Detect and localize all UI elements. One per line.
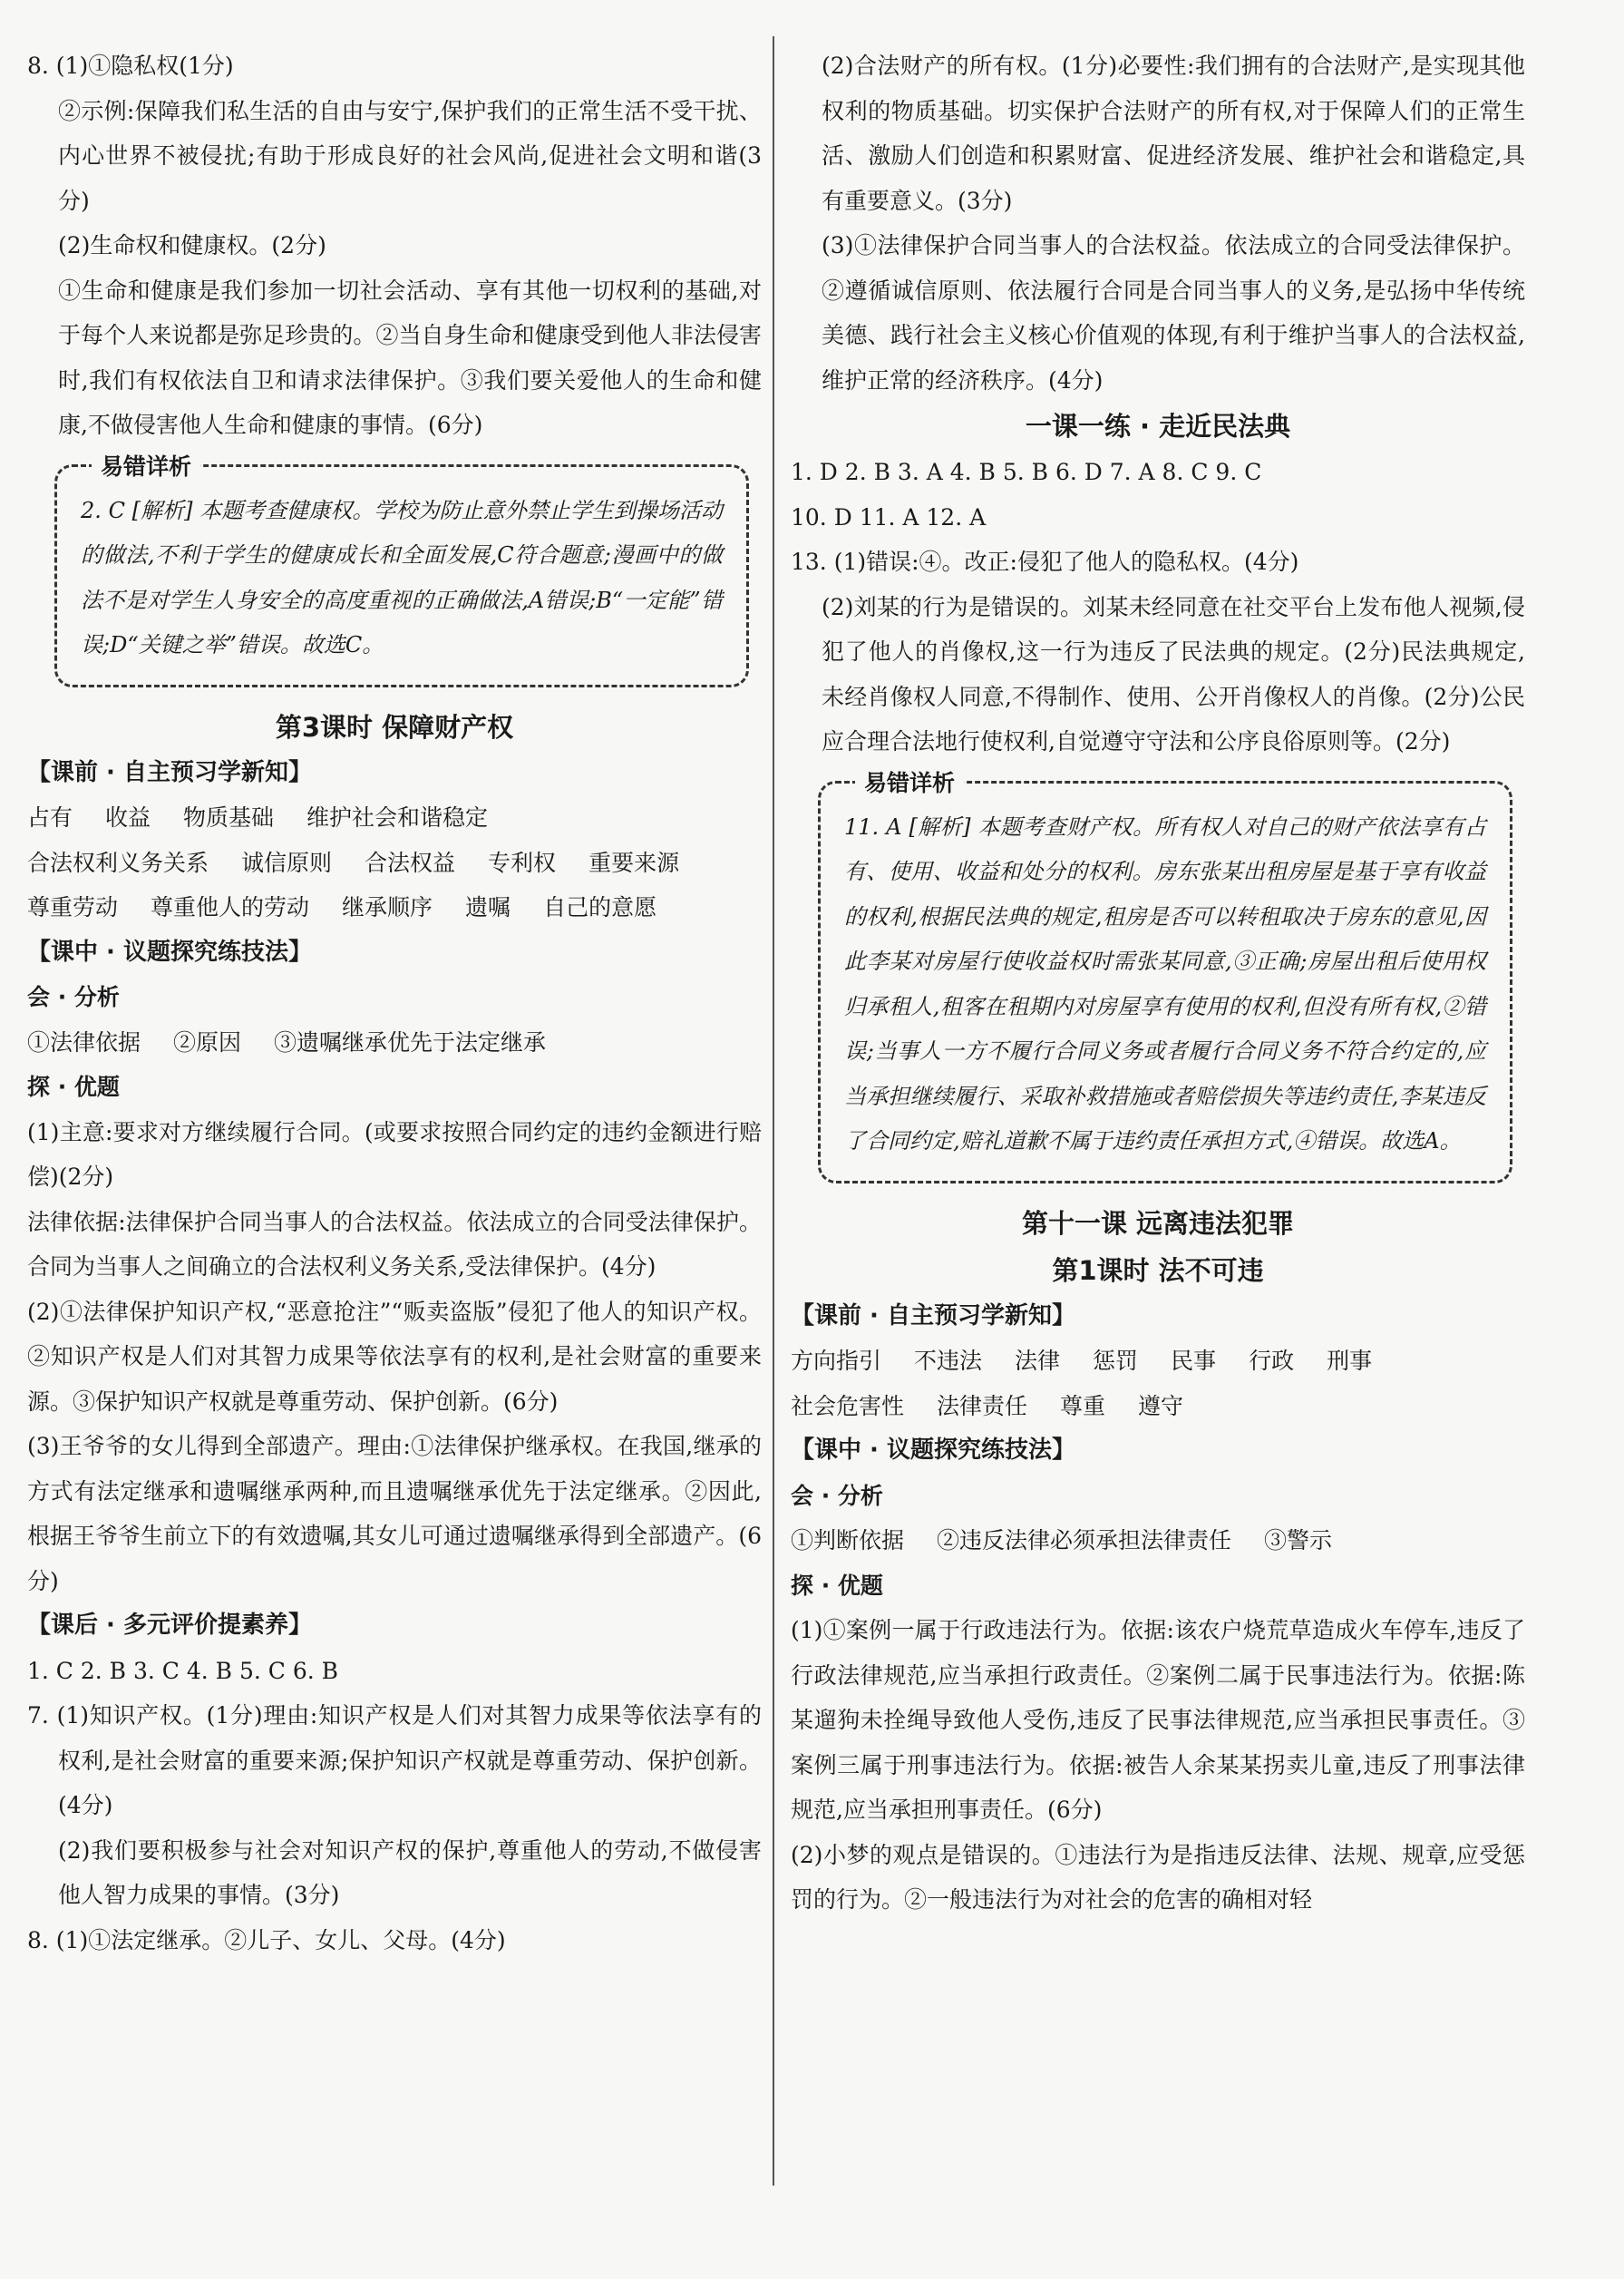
analysis-label: 会 · 分析: [27, 984, 120, 1010]
term: 不违法: [914, 1348, 983, 1374]
analysis-items: [791, 1518, 1525, 1563]
analysis-item: ②原因: [173, 1028, 242, 1056]
error-analysis-box: [54, 453, 749, 687]
lesson-title: 第3课时 保障财产权: [275, 711, 514, 743]
analysis-item: ②违反法律必须承担法律责任: [937, 1527, 1232, 1553]
term: 继承顺序: [342, 894, 433, 920]
term: 方向指引: [791, 1348, 882, 1374]
analysis-label: 会 · 分析: [791, 1482, 883, 1509]
analysis-item: ③遗嘱继承优先于法定继承: [274, 1028, 547, 1056]
right-column: [791, 44, 1525, 1923]
term: 法律责任: [937, 1392, 1028, 1419]
analysis-item: ①法律依据: [27, 1028, 141, 1056]
section-bar-mid: 【课中 · 议题探究练技法】: [27, 938, 312, 966]
multiple-choice-answers: 1. C 2. B 3. C 4. B 5. C 6. B: [27, 1657, 339, 1684]
explore-answer: (2)①法律保护知识产权,“恶意抢注”“贩卖盗版”侵犯了他人的知识产权。②知识产权是人们对其智力成果等依法享有的权利,是社会财富的重要来源。③保护知识产权就是尊重劳动、保护创新。(6分): [27, 1298, 762, 1415]
term: 占有: [27, 804, 73, 831]
preview-terms-line: [27, 841, 762, 886]
answer-q8-p3: ①生命和健康是我们参加一切社会活动、享有其他一切权利的基础,对于每个人来说都是弥足珍贵的。②当自身生命和健康受到他人非法侵害时,我们有权依法自卫和请求法律保护。③我们要关爱他人的生命和健康,不做侵害他人生命和健康的事情。(6分): [58, 277, 762, 438]
multiple-choice-answers: 10. D 11. A 12. A: [791, 503, 987, 531]
term: 民事: [1171, 1348, 1217, 1374]
analysis-item: ③警示: [1264, 1527, 1333, 1553]
multiple-choice-answers: 1. D 2. B 3. A 4. B 5. B 6. D 7. A 8. C 9. C: [791, 459, 1262, 485]
term: 法律: [1015, 1348, 1061, 1374]
answer-q7-1: 7. (1)知识产权。(1分)理由:知识产权是人们对其智力成果等依法享有的权利,是社会财富的重要来源;保护知识产权就是尊重劳动、保护创新。(4分): [27, 1702, 762, 1818]
term: 收益: [105, 804, 151, 831]
term: 尊重他人的劳动: [151, 894, 310, 920]
analysis-item: ①判断依据: [791, 1527, 905, 1553]
explore-answer: (1)①案例一属于行政违法行为。依据:该农户烧荒草造成火车停车,违反了行政法律规范,应当承担行政责任。②案例二属于民事违法行为。依据:陈某遛狗未拴绳导致他人受伤,违反了民事法律规范,应当承担民事责任。③案例三属于刑事违法行为。依据:被告人余某某拐卖儿童,违反了刑事法律规范,应当承担刑事责任。(6分): [791, 1617, 1525, 1823]
analysis-items: [27, 1020, 762, 1066]
explore-answer: 法律依据:法律保护合同当事人的合法权益。依法成立的合同受法律保护。合同为当事人之间确立的合法权利义务关系,受法律保护。(4分): [27, 1208, 762, 1280]
answer-r1: (2)合法财产的所有权。(1分)必要性:我们拥有的合法财产,是实现其他权利的物质基础。切实保护合法财产的所有权,对于保障人们的正常生活、激励人们创造和积累财富、促进经济发展、维护社会和谐稳定,具有重要意义。(3分): [822, 53, 1525, 214]
term: 专利权: [488, 849, 557, 876]
term: 刑事: [1327, 1348, 1373, 1374]
term: 社会危害性: [791, 1392, 905, 1419]
term: 遵守: [1138, 1392, 1184, 1419]
term: 重要来源: [588, 849, 680, 876]
explore-answer: (2)小梦的观点是错误的。①违法行为是指违反法律、法规、规章,应受惩罚的行为。②一般违法行为对社会的危害的确相对轻: [791, 1841, 1525, 1913]
term: 遗嘱: [465, 894, 511, 920]
lesson-title: 第十一课 远离违法犯罪: [1021, 1207, 1295, 1239]
practice-title: 一课一练 · 走近民法典: [1025, 411, 1291, 442]
error-analysis-label: 易错详析: [92, 449, 200, 482]
term: 合法权利义务关系: [27, 849, 209, 876]
answer-q13-2: (2)刘某的行为是错误的。刘某未经同意在社交平台上发布他人视频,侵犯了他人的肖像权,这一行为违反了民法典的规定。(2分)民法典规定,未经肖像权人同意,不得制作、使用、公开肖像权人的肖像。(2分)公民应合理合法地行使权利,自觉遵守守法和公序良俗原则等。(2分): [822, 593, 1525, 755]
section-bar-mid: 【课中 · 议题探究练技法】: [791, 1437, 1075, 1464]
term: 物质基础: [183, 804, 275, 831]
term: 惩罚: [1093, 1348, 1139, 1374]
left-column: [27, 44, 762, 1962]
term: 合法权益: [365, 849, 456, 876]
preview-terms-line: [27, 885, 762, 930]
preview-terms-line: [791, 1339, 1525, 1384]
term: 行政: [1249, 1348, 1295, 1374]
preview-terms-line: [27, 795, 762, 841]
answer-q8-p2: (2)生命权和健康权。(2分): [58, 232, 326, 258]
answer-q8-p1: ②示例:保障我们私生活的自由与安宁,保护我们的正常生活不受干扰、内心世界不被侵扰;有助于形成良好的社会风尚,促进社会文明和谐(3分): [58, 97, 762, 214]
section-bar-post: 【课后 · 多元评价提素养】: [27, 1612, 312, 1639]
lesson-subtitle: 第1课时 法不可违: [1052, 1254, 1264, 1286]
section-bar-pre: 【课前 · 自主预习学新知】: [27, 758, 312, 786]
error-analysis-text: 2. C [解析] 本题考查健康权。学校为防止意外禁止学生到操场活动的做法,不利于学生的健康成长和全面发展,C符合题意;漫画中的做法不是对学生人身安全的高度重视的正确做法,A错误;B“一定能”错误;D“关键之举”错误。故选C。: [81, 497, 723, 657]
answer-q7-2: (2)我们要积极参与社会对知识产权的保护,尊重他人的劳动,不做侵害他人智力成果的事情。(3分): [58, 1836, 762, 1908]
error-analysis-text: 11. A [解析] 本题考查财产权。所有权人对自己的财产依法享有占有、使用、收益和处分的权利。房东张某出租房屋是基于享有收益的权利,根据民法典的规定,租房是否可以转租取决于房东的意见,因此李某对房屋行使收益权时需张某同意,③正确;房屋出租后使用权归承租人,租客在租期内对房屋享有使用的权利,但没有所有权,②错误;当事人一方不履行合同义务或者履行合同义务不符合约定的,应当承担继续履行、采取补救措施或者赔偿损失等违约责任,李某违反了合同约定,赔礼道歉不属于违约责任承担方式,④错误。故选A。: [844, 813, 1486, 1154]
answer-q13-1: 13. (1)错误:④。改正:侵犯了他人的隐私权。(4分): [791, 549, 1299, 575]
term: 自己的意愿: [543, 894, 657, 920]
error-analysis-box: [818, 769, 1512, 1183]
explore-label: 探 · 优题: [27, 1074, 120, 1100]
preview-terms-line: [791, 1384, 1525, 1429]
term: 尊重: [1060, 1392, 1106, 1419]
term: 诚信原则: [241, 849, 333, 876]
answer-q8-head: 8. (1)①隐私权(1分): [27, 53, 234, 79]
column-divider: [773, 36, 774, 2186]
explore-answer: (3)王爷爷的女儿得到全部遗产。理由:①法律保护继承权。在我国,继承的方式有法定继承和遗嘱继承两种,而且遗嘱继承优先于法定继承。②因此,根据王爷爷生前立下的有效遗嘱,其女儿可通过遗嘱继承得到全部遗产。(6分): [27, 1433, 762, 1594]
error-analysis-label: 易错详析: [855, 765, 964, 798]
answer-r2: (3)①法律保护合同当事人的合法权益。依法成立的合同受法律保护。②遵循诚信原则、依法履行合同是合同当事人的义务,是弘扬中华传统美德、践行社会主义核心价值观的体现,有利于维护当事人的合法权益,维护正常的经济秩序。(4分): [822, 232, 1525, 394]
explore-label: 探 · 优题: [791, 1572, 883, 1599]
section-bar-pre: 【课前 · 自主预习学新知】: [791, 1301, 1075, 1329]
answer-q8b: 8. (1)①法定继承。②儿子、女儿、父母。(4分): [27, 1926, 506, 1953]
term: 尊重劳动: [27, 894, 119, 920]
explore-answer: (1)主意:要求对方继续履行合同。(或要求按照合同约定的违约金额进行赔偿)(2分): [27, 1118, 762, 1190]
term: 维护社会和谐稳定: [306, 804, 489, 831]
